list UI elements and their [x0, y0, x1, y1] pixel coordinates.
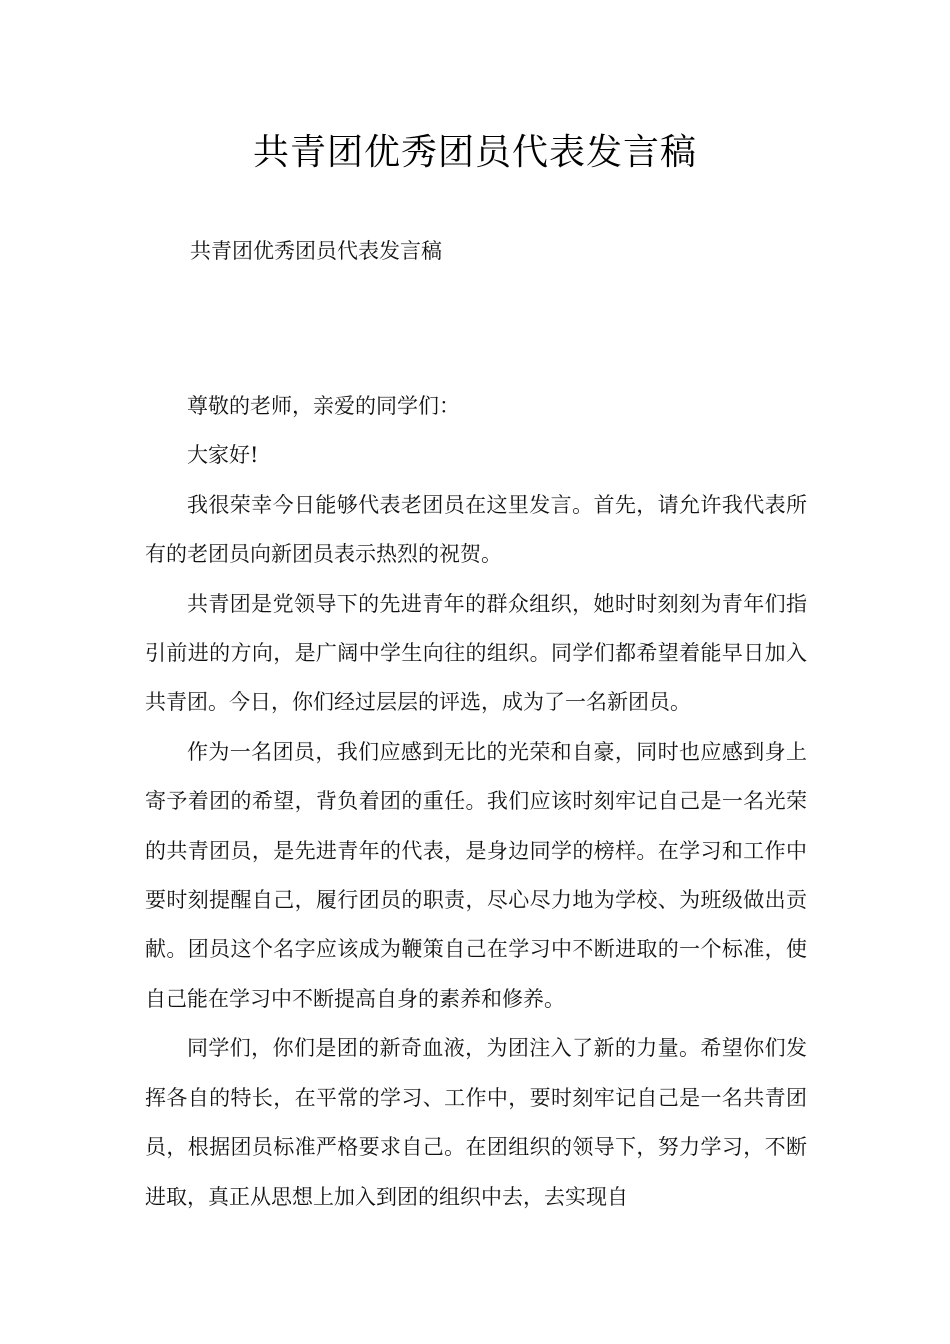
body-paragraph: 我很荣幸今日能够代表老团员在这里发言。首先，请允许我代表所有的老团员向新团员表示热烈的祝贺。	[145, 492, 807, 567]
body-paragraph: 共青团是党领导下的先进青年的群众组织，她时时刻刻为青年们指引前进的方向，是广阔中学生向往的组织。同学们都希望着能早日加入共青团。今日，你们经过层层的评选，成为了一名新团员。	[145, 591, 807, 715]
document-title: 共青团优秀团员代表发言稿	[252, 132, 697, 173]
document-subtitle: 共青团优秀团员代表发言稿	[190, 239, 442, 263]
body-paragraph: 作为一名团员，我们应感到无比的光荣和自豪，同时也应感到身上寄予着团的希望，背负着团的重任。我们应该时刻牢记自己是一名光荣的共青团员，是先进青年的代表，是身边同学的榜样。在学习和工作中要时刻提醒自己，履行团员的职责，尽心尽力地为学校、为班级做出贡献。团员这个名字应该成为鞭策自己在学习中不断进取的一个标准，使自己能在学习中不断提高自身的素养和修养。	[145, 739, 807, 1011]
salutation-line: 大家好!	[187, 443, 259, 468]
document-body	[145, 382, 807, 1222]
greeting-line: 尊敬的老师，亲爱的同学们：	[187, 394, 460, 418]
body-paragraph: 同学们，你们是团的新奇血液，为团注入了新的力量。希望你们发挥各自的特长，在平常的学习、工作中，要时刻牢记自己是一名共青团员，根据团员标准严格要求自己。在团组织的领导下，努力学习，不断进取，真正从思想上加入到团的组织中去，去实现自	[145, 1036, 807, 1209]
